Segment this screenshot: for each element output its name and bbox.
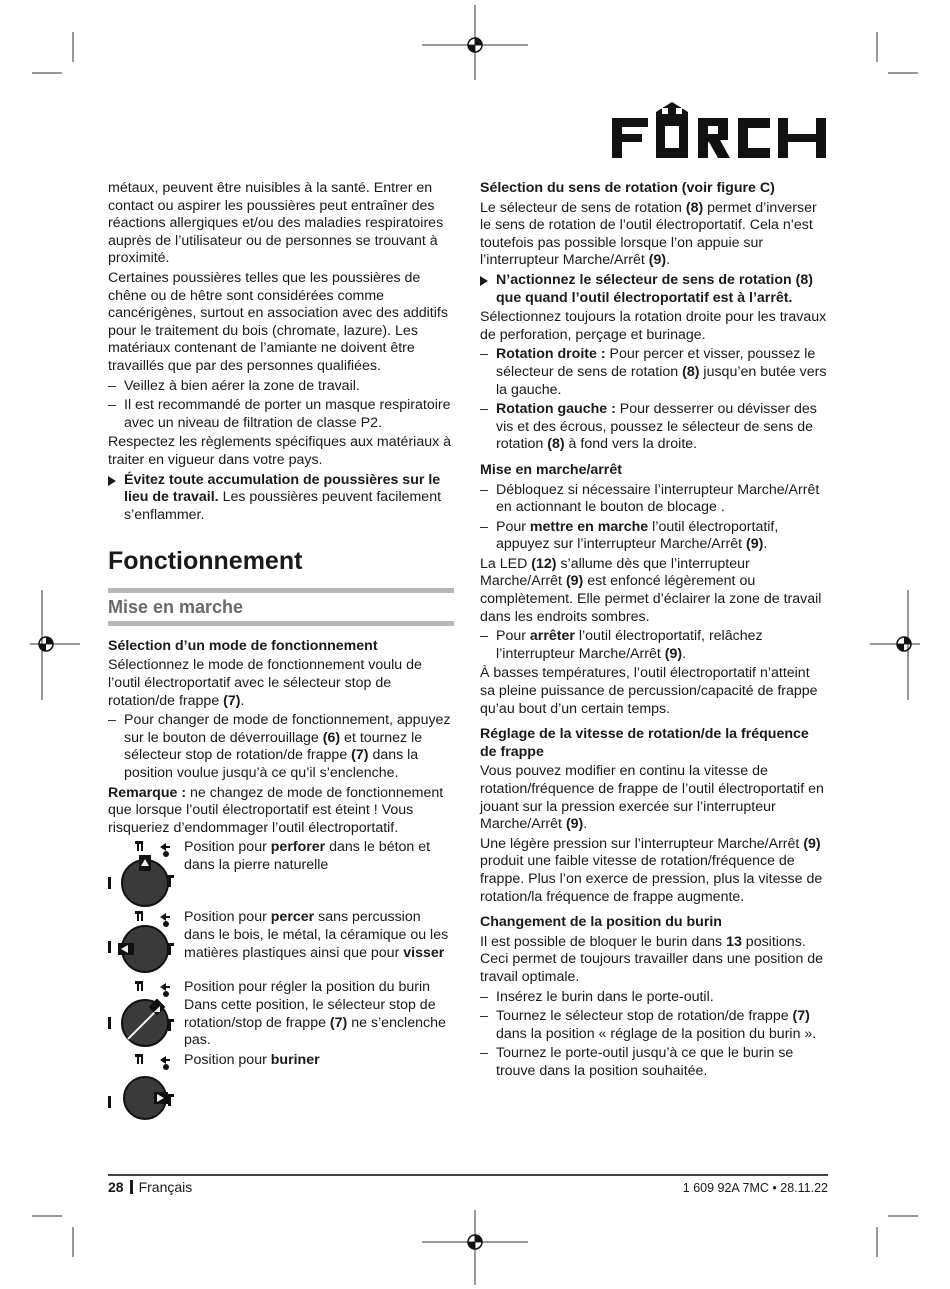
- registration-mark-top: [468, 38, 482, 52]
- document-code: 1 609 92A 7MC • 28.11.22: [682, 1181, 828, 1195]
- arrow-icon: [480, 276, 488, 286]
- warning-text: Les poussières peuvent facilement s’enflammer.: [124, 489, 442, 523]
- mode-text: Position pour buriner: [184, 1051, 320, 1068]
- mode-text: Position pour régler la position du burin Dans cette position, le sélecteur stop de rotation/stop de frappe (7) ne s’enclenche pas.: [184, 979, 446, 1049]
- list-item: – Il est recommandé de porter un masque respiratoire avec un niveau de filtration de classe P2.: [108, 397, 454, 432]
- mode-item: [108, 909, 454, 977]
- registration-mark-bottom: [468, 1235, 482, 1249]
- arrow-icon: [108, 476, 116, 486]
- remark: Remarque : ne changez de mode de fonctionnement que lorsque l’outil électroportatif est éteint ! Vous risqueriez d’endommager l’outil électroportatif.: [108, 784, 444, 836]
- paragraph: Certaines poussières telles que les poussières de chêne ou de hêtre sont considérées comme cancérigènes, surtout en association avec des additifs pour le traitement du bois (chromate, lazure). Les matériaux contenant de l’amiante ne doivent être travaillés que par des personnes qualifiées.: [108, 269, 448, 374]
- language-label: Français: [138, 1179, 193, 1195]
- paragraph: Il est possible de bloquer le burin dans 13 positions. Ceci permet de toujours travailler dans une position de travail optimale.: [480, 933, 824, 985]
- paragraph: Une légère pression sur l’interrupteur Marche/Arrêt (9) produit une faible vitesse de rotation/fréquence de frappe. Plus l’on exerce de pression, plus la vitesse de rotation/la fréquence de frappe augmente.: [480, 835, 823, 905]
- mode-text: Position pour perforer dans le béton et dans la pierre naturelle: [184, 839, 431, 873]
- paragraph: Vous pouvez modifier en continu la vitesse de rotation/fréquence de frappe de l’outil électroportatif en jouant sur la pression exercée sur l’interrupteur Marche/Arrêt (9).: [480, 763, 824, 833]
- separator-bar: [130, 1180, 133, 1194]
- paragraph: Sélectionnez le mode de fonctionnement voulu de l’outil électroportatif avec le sélecteur stop de rotation/de frappe (7).: [108, 657, 422, 709]
- bullet-list: [108, 378, 454, 433]
- subheading: Changement de la position du burin: [480, 914, 722, 931]
- section-heading: Mise en marche: [108, 588, 454, 626]
- mode-list: [108, 839, 454, 1119]
- footer-divider: [108, 1174, 828, 1176]
- mode-text: Position pour percer sans percussion dans le bois, le métal, la céramique ou les matières plastiques ainsi que pour visser: [184, 909, 449, 961]
- list-item: – Rotation gauche : Pour desserrer ou dévisser des vis et des écrous, poussez le sélecteur de sens de rotation (8) à fond vers la droite.: [480, 401, 828, 454]
- mode-item: [108, 839, 454, 907]
- chapter-heading: Fonctionnement: [108, 547, 303, 576]
- right-column: [480, 180, 828, 1083]
- chisel-position-dial-icon: [108, 979, 182, 1047]
- registration-mark-right: [897, 637, 911, 651]
- paragraph: Le sélecteur de sens de rotation (8) permet d’inverser le sens de rotation de l’outil électroportatif. Cela n’est toutefois pas possible lorsque l’on appuie sur l’interrupteur Marche/Arrêt (9).: [480, 199, 817, 269]
- mode-item: [108, 1052, 454, 1120]
- warning-note: [108, 472, 454, 525]
- page-footer-left: [108, 1179, 192, 1195]
- paragraph: La LED (12) s’allume dès que l’interrupteur Marche/Arrêt (9) est enfoncé légèrement ou complètement. Elle permet d’éclairer la zone de travail dans les endroits sombres.: [480, 555, 822, 625]
- subheading: Mise en marche/arrêt: [480, 461, 622, 478]
- bullet-list: [480, 628, 828, 663]
- bullet-list: [480, 989, 828, 1081]
- page-number: 28: [108, 1179, 124, 1195]
- paragraph: Respectez les règlements spécifiques aux matériaux à traiter en vigueur dans votre pays.: [108, 434, 452, 468]
- list-item: – Débloquez si nécessaire l’interrupteur Marche/Arrêt en actionnant le bouton de blocage .: [480, 482, 828, 517]
- paragraph: Sélectionnez toujours la rotation droite pour les travaux de perforation, perçage et burinage.: [480, 309, 827, 343]
- list-item: – Insérez le burin dans le porte-outil.: [480, 989, 828, 1007]
- drill-dial-icon: [108, 909, 182, 977]
- list-item: – Pour changer de mode de fonctionnement, appuyez sur le bouton de déverrouillage (6) et tournez le sélecteur stop de rotation/de frappe (7) dans la position voulue jusqu’à ce qu’il s’enclenche.: [108, 712, 454, 782]
- list-item: – Tournez le sélecteur stop de rotation/de frappe (7) dans la position « réglage de la position du burin ».: [480, 1008, 828, 1043]
- paragraph: métaux, peuvent être nuisibles à la santé. Entrer en contact ou aspirer les poussières peut entraîner des réactions allergiques et/ou des maladies respiratoires auprès de l’utilisateur ou de personnes se trouvant à proximité.: [108, 180, 444, 267]
- hammer-drill-dial-icon: [108, 839, 182, 907]
- subheading: Sélection du sens de rotation (voir figure C): [480, 180, 775, 196]
- mode-item: [108, 979, 454, 1049]
- list-item: – Rotation droite : Pour percer et visser, poussez le sélecteur de sens de rotation (8) jusqu’en butée vers la gauche.: [480, 346, 828, 399]
- list-item: – Veillez à bien aérer la zone de travail.: [108, 378, 454, 396]
- left-column: [108, 180, 454, 1122]
- list-item: – Tournez le porte-outil jusqu’à ce que le burin se trouve dans la position souhaitée.: [480, 1045, 828, 1080]
- registration-mark-left: [39, 637, 53, 651]
- list-item: – Pour mettre en marche l’outil électroportatif, appuyez sur l’interrupteur Marche/Arrêt (9).: [480, 519, 828, 554]
- chisel-dial-icon: [108, 1052, 182, 1120]
- subheading: Sélection d’un mode de fonctionnement: [108, 637, 378, 654]
- subheading: Réglage de la vitesse de rotation/de la fréquence de frappe: [480, 726, 809, 760]
- warning-bold: N’actionnez le sélecteur de sens de rotation (8) que quand l’outil électroportatif est à l’arrêt.: [496, 271, 813, 306]
- warning-bold: Évitez toute accumulation de poussières sur le lieu de travail.: [124, 471, 441, 506]
- bullet-list: [480, 346, 828, 454]
- bullet-list: [108, 712, 454, 782]
- list-item: – Pour arrêter l’outil électroportatif, relâchez l’interrupteur Marche/Arrêt (9).: [480, 628, 828, 663]
- bullet-list: [480, 482, 828, 554]
- paragraph: À basses températures, l’outil électroportatif n’atteint sa pleine puissance de percussion/capacité de frappe qu’au bout d’un certain temps.: [480, 665, 818, 717]
- forch-logo: [612, 102, 826, 160]
- warning-note: [480, 272, 828, 307]
